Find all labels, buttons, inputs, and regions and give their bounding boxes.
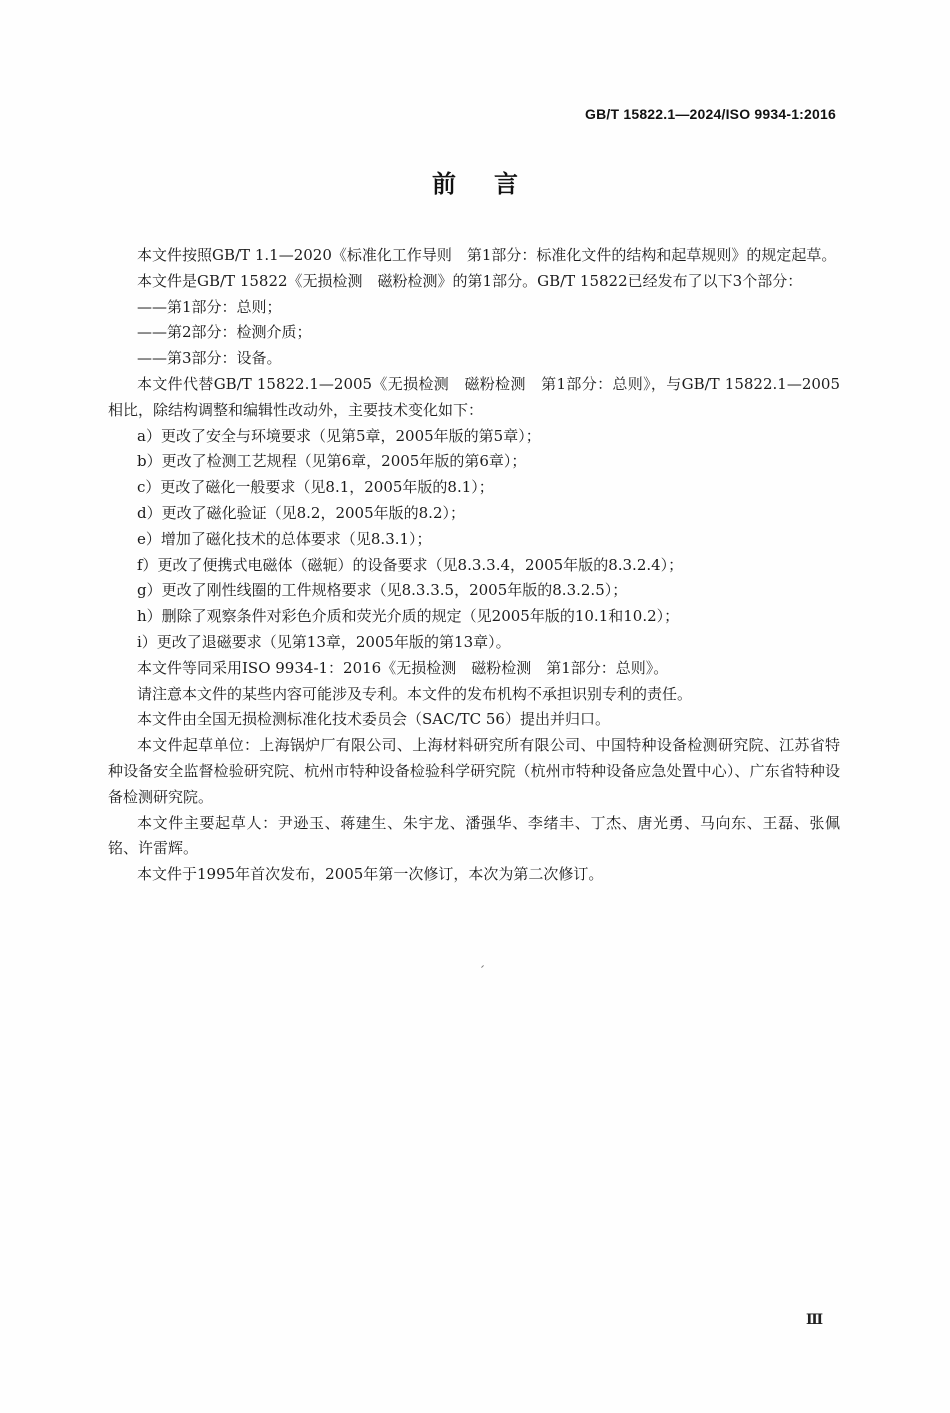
paragraph: 本文件是GB/T 15822《无损检测 磁粉检测》的第1部分。GB/T 15822已经发布了以下3个部分： — [137, 271, 803, 290]
paragraph: 本文件起草单位：上海锅炉厂有限公司、上海材料研究所有限公司、中国特种设备检测研究院、江苏省特种设备安全监督检验研究院、杭州市特种设备检验科学研究院（杭州市特种设备应急处置中心）、广东省特种设备检测研究院。 — [108, 736, 840, 806]
paragraph: 本文件由全国无损检测标准化技术委员会（SAC/TC 56）提出并归口。 — [137, 710, 610, 729]
change-list-item: e）增加了磁化技术的总体要求（见8.3.1）； — [137, 529, 432, 548]
change-list-item: b）更改了检测工艺规程（见第6章，2005年版的第6章）； — [137, 452, 527, 471]
change-list-item: c）更改了磁化一般要求（见8.1，2005年版的8.1）； — [137, 478, 494, 497]
paragraph: 本文件按照GB/T 1.1—2020《标准化工作导则 第1部分：标准化文件的结构和起草规则》的规定起草。 — [137, 246, 837, 264]
standard-number: GB/T 15822.1—2024/ISO 9934-1:2016 — [585, 106, 836, 122]
paragraph: 本文件于1995年首次发布，2005年第一次修订，本次为第二次修订。 — [137, 865, 604, 884]
paragraph: 本文件代替GB/T 15822.1—2005《无损检测 磁粉检测 第1部分：总则》，与GB/T 15822.1—2005相比，除结构调整和编辑性改动外，主要技术变化如下： — [108, 374, 840, 419]
dash-list-item: ——第1部分：总则； — [137, 297, 282, 316]
dash-list-item: ——第3部分：设备。 — [137, 349, 282, 368]
change-list-item: g）更改了刚性线圈的工件规格要求（见8.3.3.5，2005年版的8.3.2.5）； — [137, 581, 628, 600]
change-list-item: a）更改了安全与环境要求（见第5章，2005年版的第5章）； — [137, 426, 541, 445]
scan-mark — [481, 965, 484, 968]
page-title: 前言 — [432, 170, 556, 198]
paragraph: 本文件主要起草人：尹逊玉、蒋建生、朱宇龙、潘强华、李绪丰、丁杰、唐光勇、马向东、王磊、张佩铭、许雷辉。 — [108, 813, 840, 858]
preface-body — [108, 243, 840, 888]
dash-list-item: ——第2部分：检测介质； — [137, 323, 312, 342]
change-list-item: f）更改了便携式电磁体（磁轭）的设备要求（见8.3.3.4，2005年版的8.3.2.4）； — [137, 555, 684, 574]
change-list-item: i）更改了退磁要求（见第13章，2005年版的第13章）。 — [137, 632, 511, 651]
page-number: Ⅲ — [805, 1312, 823, 1328]
change-list-item: h）删除了观察条件对彩色介质和荧光介质的规定（见2005年版的10.1和10.2）； — [137, 607, 680, 626]
paragraph: 本文件等同采用ISO 9934-1：2016《无损检测 磁粉检测 第1部分：总则》。 — [137, 658, 669, 677]
paragraph: 请注意本文件的某些内容可能涉及专利。本文件的发布机构不承担识别专利的责任。 — [137, 684, 693, 703]
change-list-item: d）更改了磁化验证（见8.2，2005年版的8.2）； — [137, 503, 465, 522]
